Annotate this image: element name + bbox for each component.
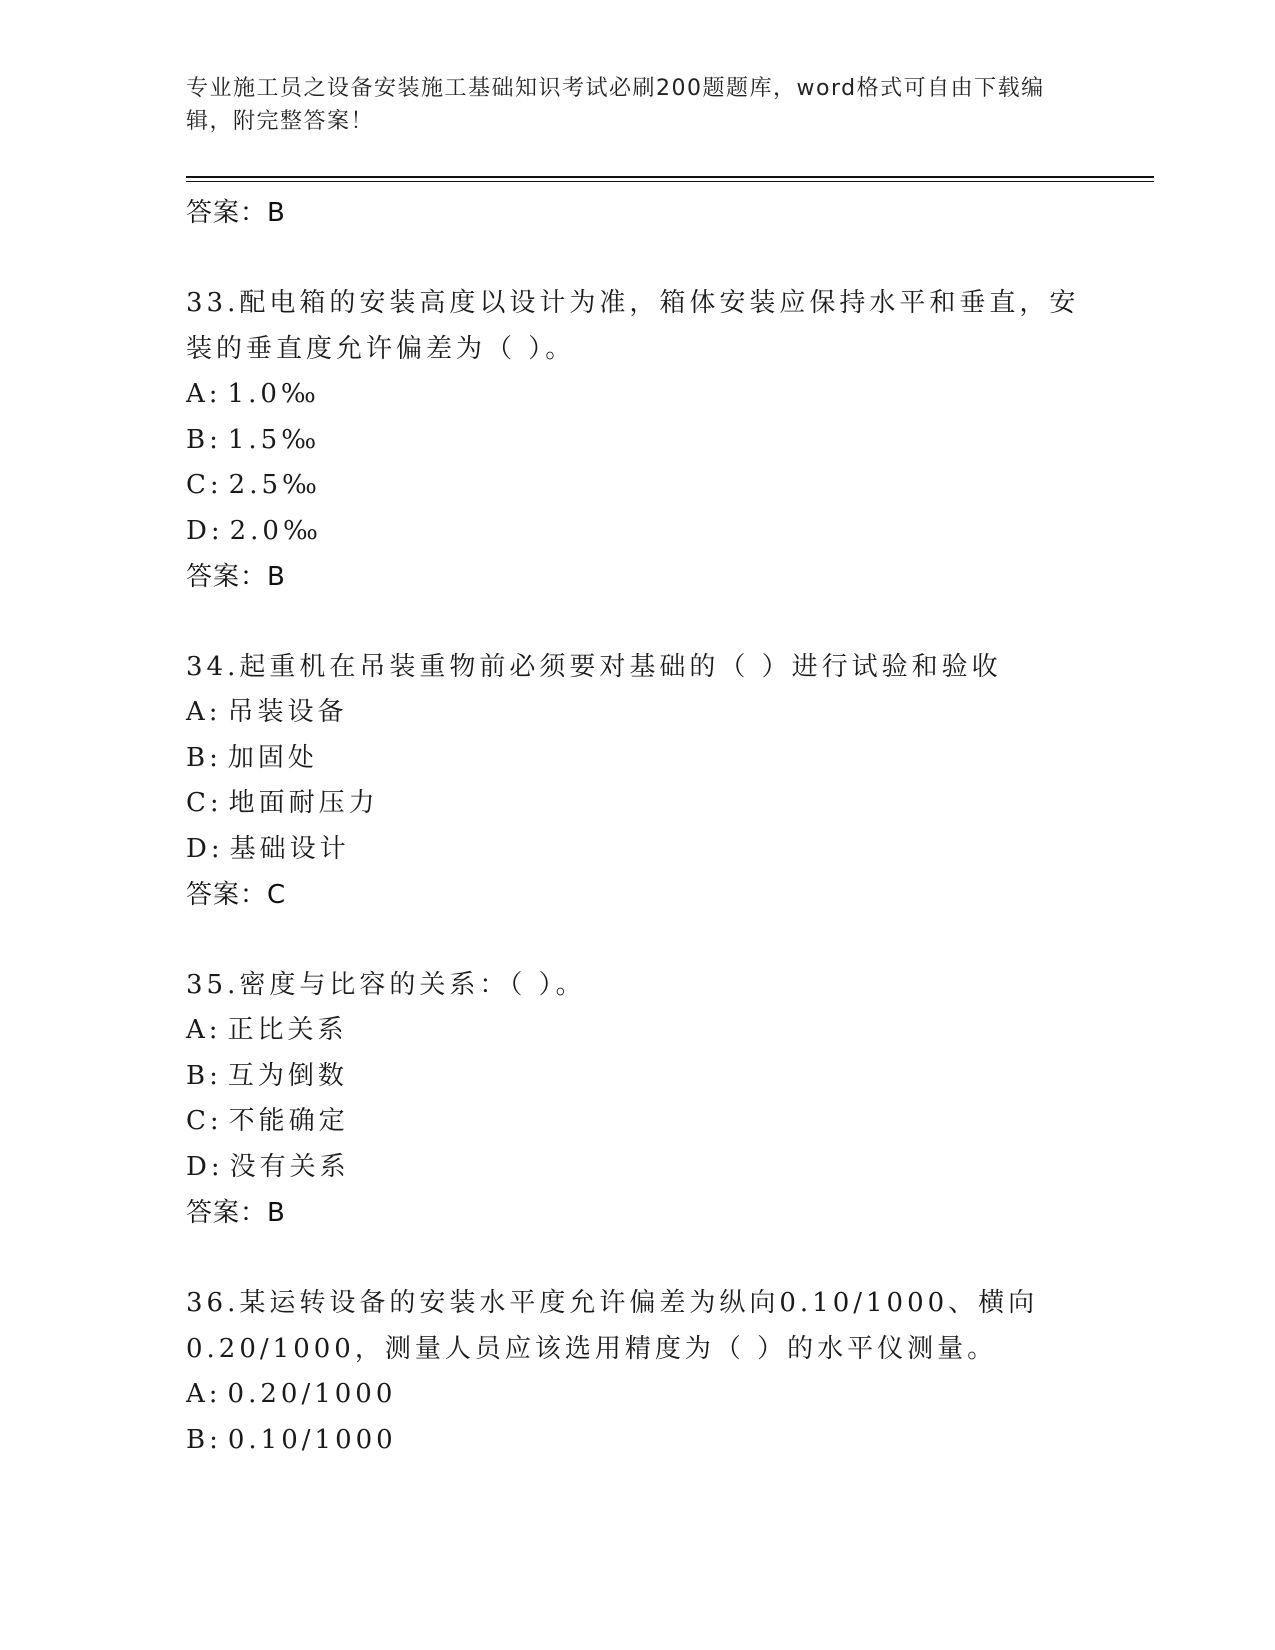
option-b — [186, 1054, 1086, 1100]
option-d — [186, 1145, 1086, 1191]
option-text: 不能确定 — [228, 1106, 349, 1136]
option-text: 2.5‰ — [228, 470, 321, 500]
option-label: A: — [186, 697, 222, 727]
option-b — [186, 1418, 1086, 1464]
option-d — [186, 509, 1086, 555]
answer-line: 答案：B — [186, 562, 286, 592]
header-rule-thin — [186, 181, 1154, 182]
header-rule-thick — [186, 176, 1154, 178]
question-33 — [186, 280, 1086, 600]
option-label: B: — [186, 1060, 222, 1091]
option-a — [186, 690, 1086, 736]
option-c — [186, 781, 1086, 827]
question-36 — [186, 1280, 1086, 1463]
option-a — [186, 372, 1086, 418]
option-label: D: — [186, 833, 224, 864]
option-text: 正比关系 — [227, 1015, 348, 1045]
option-text: 互为倒数 — [227, 1060, 348, 1091]
question-stem: 36.某运转设备的安装水平度允许偏差为纵向0.10/1000、横向0.20/1000，测量人员应该选用精度为（ ）的水平仪测量。 — [186, 1288, 1039, 1364]
question-35 — [186, 962, 1086, 1236]
option-text: 1.5‰ — [227, 424, 321, 455]
option-c — [186, 1099, 1086, 1145]
question-34 — [186, 644, 1086, 918]
option-text: 基础设计 — [229, 833, 350, 864]
option-label: D: — [186, 1151, 224, 1182]
option-label: B: — [186, 1424, 222, 1455]
option-text: 1.0‰ — [227, 379, 320, 409]
question-stem: 35.密度与比容的关系：（ ）。 — [186, 970, 586, 1000]
question-stem: 34.起重机在吊装重物前必须要对基础的（ ）进行试验和验收 — [186, 652, 1002, 682]
option-b — [186, 418, 1086, 464]
option-c — [186, 463, 1086, 509]
option-text: 2.0‰ — [229, 515, 322, 546]
option-text: 地面耐压力 — [228, 788, 379, 818]
option-text: 0.10/1000 — [227, 1424, 397, 1455]
option-label: C: — [186, 470, 223, 500]
option-text: 0.20/1000 — [227, 1379, 397, 1409]
option-a — [186, 1008, 1086, 1054]
option-label: A: — [186, 1379, 222, 1409]
option-label: A: — [186, 379, 222, 409]
answer-line: 答案：C — [186, 880, 287, 910]
question-list — [186, 190, 1086, 1463]
option-label: B: — [186, 742, 222, 773]
answer-line: 答案：B — [186, 198, 286, 228]
option-label: C: — [186, 788, 223, 818]
option-text: 加固处 — [227, 742, 318, 773]
option-text: 没有关系 — [229, 1151, 350, 1182]
option-label: D: — [186, 515, 224, 546]
option-label: C: — [186, 1106, 223, 1136]
option-label: B: — [186, 424, 222, 455]
document-header: 专业施工员之设备安装施工基础知识考试必刷200题题库，word格式可自由下载编辑，附完整答案！ — [186, 76, 1045, 134]
question-stem: 33.配电箱的安装高度以设计为准，箱体安装应保持水平和垂直，安装的垂直度允许偏差为（ ）。 — [186, 288, 1080, 364]
option-a — [186, 1372, 1086, 1418]
option-d — [186, 827, 1086, 873]
option-label: A: — [186, 1015, 222, 1045]
answer-line: 答案：B — [186, 1198, 286, 1228]
option-b — [186, 736, 1086, 782]
option-text: 吊装设备 — [227, 697, 348, 727]
